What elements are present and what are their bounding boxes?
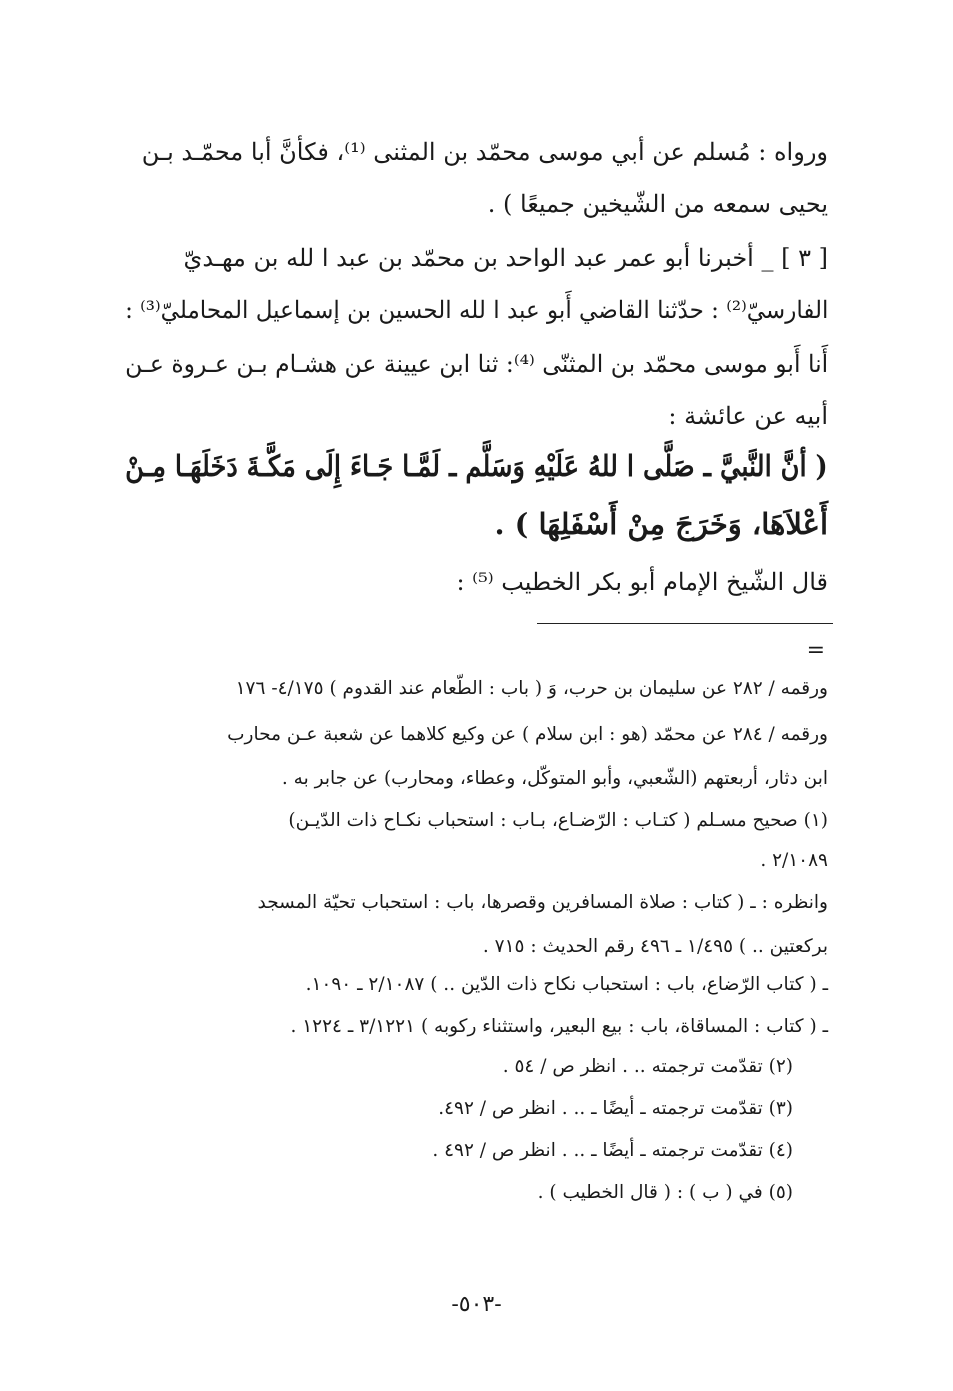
body-line-3: [ ٣ ] _ أخبرنا أبو عمر عبد الواحد بن محمّد بن عبد ا لله بن مهـديّ — [183, 244, 828, 272]
footnote-line-11: (٣) تقدّمت ترجمته ـ أيضًا ـ .. . انظر ص / ٤٩٢. — [438, 1098, 793, 1119]
footnote-line-2: ورقمه / ٢٨٤ عن محمّد (هو : ابن سلام ) عن وكيع كلاهما عن شعبة عـن محارب — [227, 724, 828, 745]
body-line-9: قال الشّيخ الإمام أبو بكر الخطيب ⁽⁵⁾ : — [456, 568, 828, 596]
footnote-continuation-mark: = — [806, 638, 825, 663]
footnote-line-12: (٤) تقدّمت ترجمته ـ أيضًا ـ .. . انظر ص / ٤٩٢ . — [432, 1140, 793, 1161]
footnote-line-10: (٢) تقدّمت ترجمته .. . انظر ص / ٥٤ . — [502, 1056, 793, 1077]
footnote-line-8: ـ ( كتاب الرّضاع، باب : استحباب نكاح ذات الدّين .. ) ٢/١٠٨٧ ـ ١٠٩٠. — [305, 974, 828, 995]
body-line-5: أَنا أَبو موسى محمّد بن المثنّى ⁽⁴⁾: ثنا ابن عيينة عن هشـام بـن عـروة عـن — [124, 350, 828, 378]
body-line-1: ورواه : مُسلم عن أبي موسى محمّد بن المثنى ⁽¹⁾، فكأنَّ أبا محمّـد بـن — [141, 138, 828, 166]
footnote-line-9: ـ ( كتاب : المساقاة، باب : بيع البعير، واستثناء ركوبه ) ٣/١٢٢١ ـ ١٢٢٤ . — [290, 1016, 828, 1037]
body-line-2: يحيى سمعه من الشّيخين جميعًا ) . — [487, 190, 828, 218]
hadith-text-line-2: أَعْلاَهَا، وَخَرَجَ مِنْ أَسْفَلِهَا ) . — [494, 507, 828, 541]
footnote-line-4: (١) صحيح مسـلم ( كتـاب : الرّضـاع، بـاب : استحباب نكـاح ذات الدّيـن) — [288, 810, 828, 831]
footnote-line-3: ابن دثار، أربعتهم (الشّعبي، وأبو المتوكّل، وعطاء، ومحارب) عن جابر به . — [281, 768, 828, 789]
body-line-4: الفارسيّ⁽²⁾ : حدّثنا القاضي أَبو عبد ا لله الحسين بن إسماعيل المحامليّ⁽³⁾ : — [124, 296, 828, 324]
footnote-line-1: ورقمه / ٢٨٢ عن سليمان بن حرب، وَ ( باب : الطّعام عند القدوم ) ٤/١٧٥- ١٧٦ — [235, 678, 828, 699]
footnote-line-7: بركعتين .. ) ١/٤٩٥ ـ ٤٩٦ رقم الحديث : ٧١٥ . — [482, 936, 828, 957]
footnote-separator — [537, 623, 833, 624]
footnote-line-5: ٢/١٠٨٩ . — [760, 850, 828, 871]
footnote-line-13: (٥) في ( ب ) : ( قال الخطيب ) . — [537, 1182, 793, 1203]
hadith-text-line-1: ( أنَّ النَّبيَّ ـ صَلَّى ا للهُ عَلَيْهِ وَسَلَّم ـ لَمَّـا جَـاءَ إِلَى مَكَّـةَ دَخَلَهَـا مِـنْ — [125, 449, 828, 483]
body-line-6: أبيه عن عائشة : — [668, 402, 828, 430]
footnote-line-6: وانظره : ـ ( كتاب : صلاة المسافرين وقصرها، باب : استحباب تحيّة المسجد — [257, 892, 828, 913]
page-number: -٥٠٣- — [451, 1292, 502, 1317]
